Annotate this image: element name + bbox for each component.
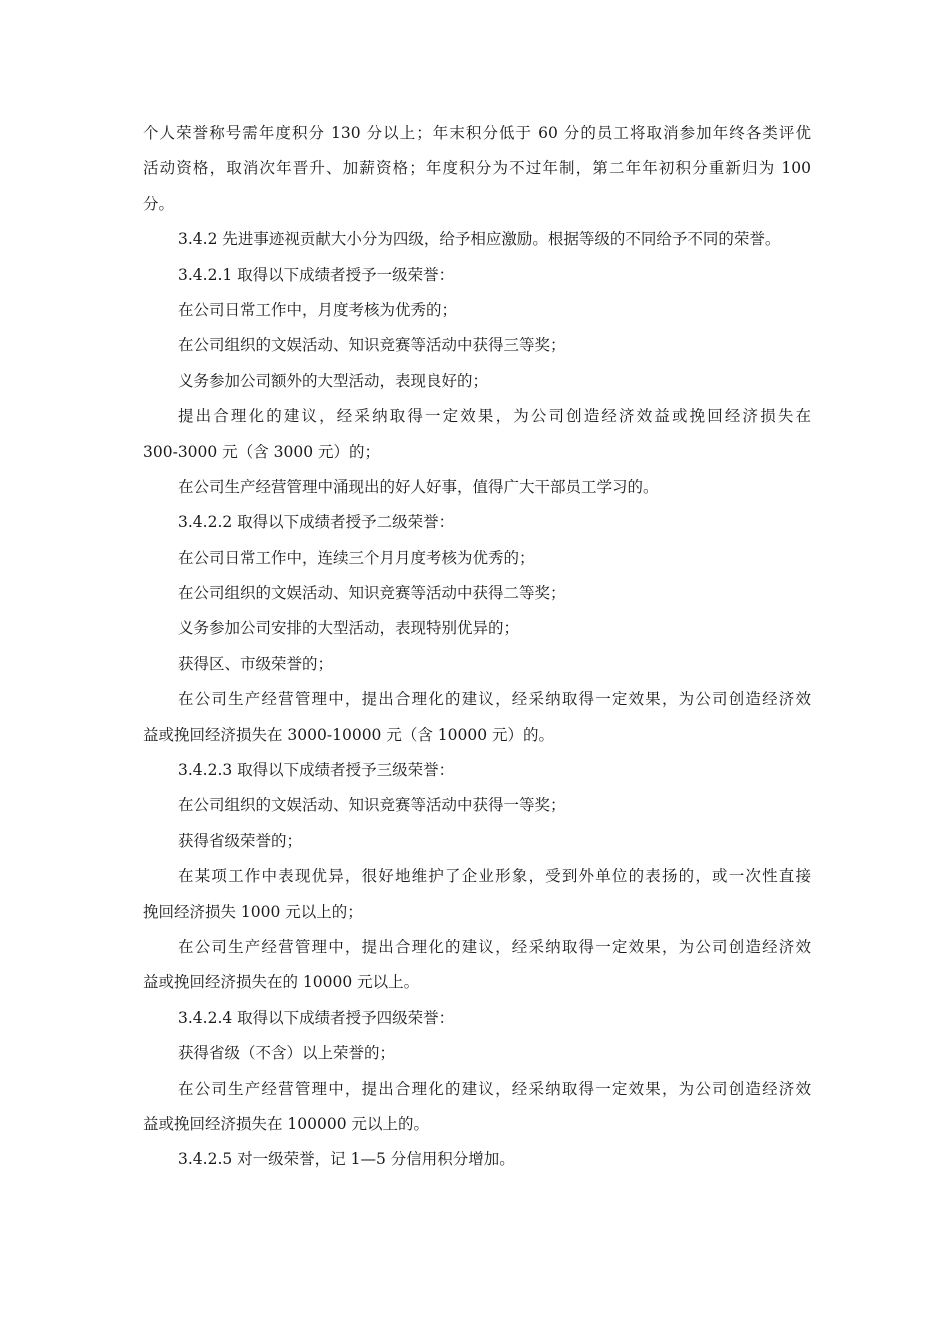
text-line: 在公司组织的文娱活动、知识竞赛等活动中获得三等奖；	[178, 336, 566, 355]
text-line: 益或挽回经济损失在的 10000 元以上。	[143, 973, 420, 992]
text-line: 在公司组织的文娱活动、知识竞赛等活动中获得二等奖；	[178, 584, 566, 603]
text-line: 义务参加公司额外的大型活动，表现良好的；	[178, 371, 489, 390]
text-line: 分。	[143, 194, 175, 213]
text-line: 获得区、市级荣誉的；	[178, 654, 334, 673]
text-line: 在公司日常工作中，连续三个月月度考核为优秀的；	[178, 548, 535, 567]
text-line: 获得省级荣誉的；	[178, 831, 303, 850]
text-line: 3.4.2 先进事迹视贡献大小分为四级，给予相应激励。根据等级的不同给予不同的荣誉。	[178, 230, 781, 249]
text-line: 3.4.2.1 取得以下成绩者授予一级荣誉：	[178, 265, 455, 284]
text-line: 在公司生产经营管理中，提出合理化的建议，经采纳取得一定效果，为公司创造经济效	[178, 690, 811, 709]
text-line: 获得省级（不含）以上荣誉的；	[178, 1044, 396, 1063]
text-line: 活动资格，取消次年晋升、加薪资格；年度积分为不过年制，第二年年初积分重新归为 100	[143, 159, 811, 178]
text-line: 3.4.2.2 取得以下成绩者授予二级荣誉：	[178, 513, 455, 532]
text-line: 在公司组织的文娱活动、知识竞赛等活动中获得一等奖；	[178, 796, 566, 815]
text-line: 3.4.2.5 对一级荣誉，记 1—5 分信用积分增加。	[178, 1150, 515, 1169]
text-line: 益或挽回经济损失在 3000-10000 元（含 10000 元）的。	[143, 725, 555, 744]
text-line: 挽回经济损失 1000 元以上的；	[143, 902, 363, 921]
text-line: 义务参加公司安排的大型活动，表现特别优异的；	[178, 619, 520, 638]
text-line: 300-3000 元（含 3000 元）的；	[143, 442, 380, 461]
text-line: 在公司生产经营管理中，提出合理化的建议，经采纳取得一定效果，为公司创造经济效	[178, 937, 811, 956]
text-line: 在公司生产经营管理中，提出合理化的建议，经采纳取得一定效果，为公司创造经济效	[178, 1079, 811, 1098]
text-line: 3.4.2.3 取得以下成绩者授予三级荣誉：	[178, 761, 455, 780]
text-line: 个人荣誉称号需年度积分 130 分以上；年末积分低于 60 分的员工将取消参加年终各类评优	[143, 124, 811, 142]
text-line: 在某项工作中表现优异，很好地维护了企业形象，受到外单位的表扬的，或一次性直接	[178, 867, 811, 886]
text-line: 3.4.2.4 取得以下成绩者授予四级荣誉：	[178, 1008, 455, 1027]
document-body	[143, 116, 811, 1178]
text-line: 提出合理化的建议，经采纳取得一定效果，为公司创造经济效益或挽回经济损失在	[178, 407, 811, 426]
text-line: 在公司生产经营管理中涌现出的好人好事，值得广大干部员工学习的。	[178, 477, 659, 496]
text-line: 益或挽回经济损失在 100000 元以上的。	[143, 1114, 430, 1133]
text-line: 在公司日常工作中，月度考核为优秀的；	[178, 300, 458, 319]
